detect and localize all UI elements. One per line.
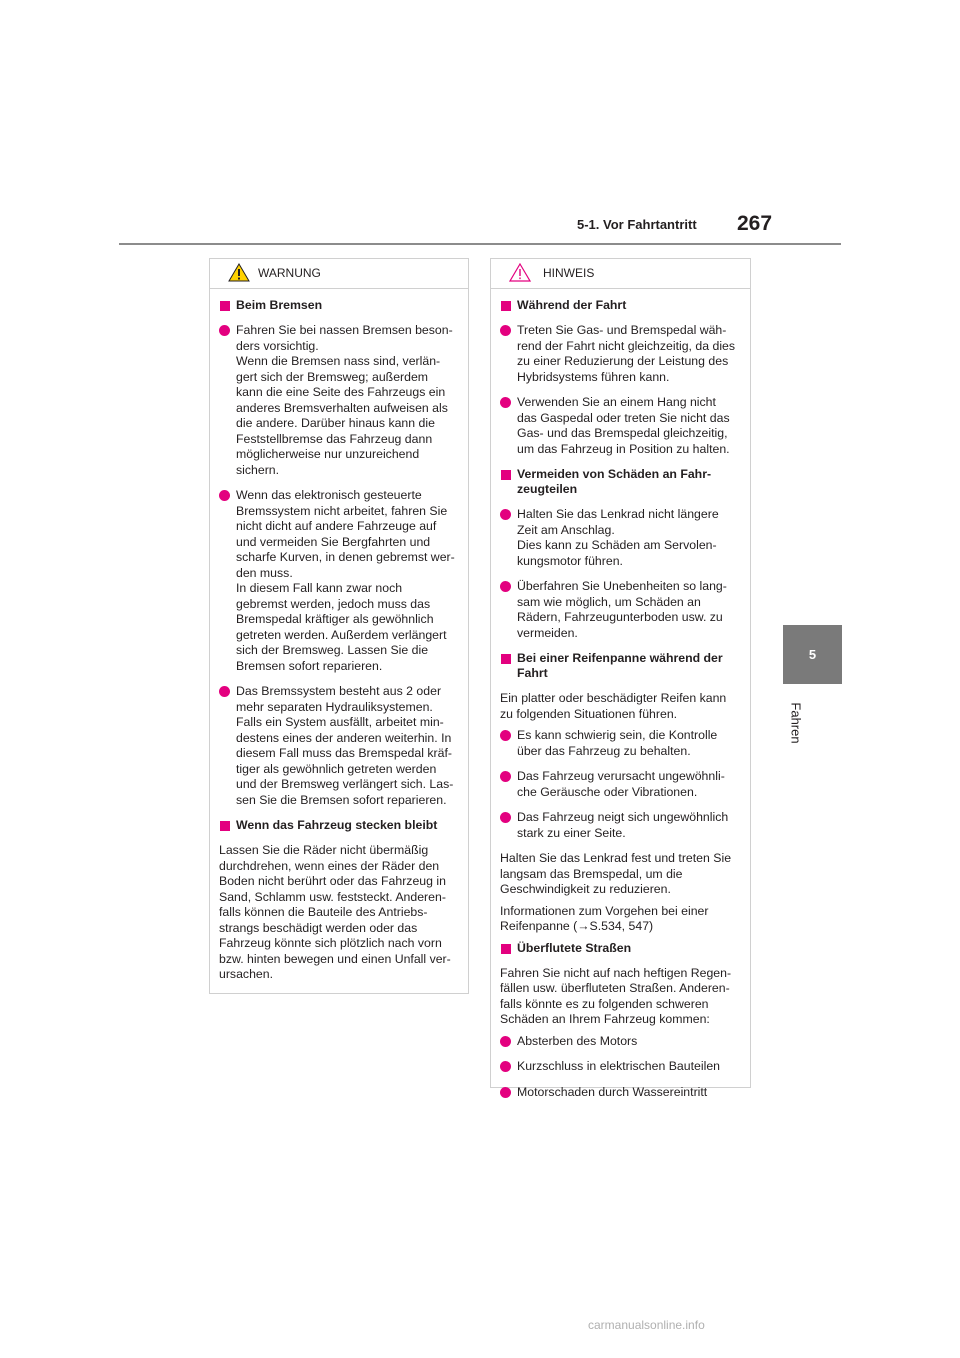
- paragraph: Informationen zum Vorgehen bei einer Reifenpanne (→S.534, 547): [500, 903, 709, 933]
- chapter-label: [776, 693, 816, 753]
- header-divider: [119, 243, 841, 245]
- page-number: 267: [737, 212, 773, 235]
- paragraph: Ein platter oder beschädigter Reifen kann zu folgenden Situationen führen.: [500, 691, 727, 721]
- bullet-item: Das Fahrzeug verursacht ungewöhnli- che Geräusche oder Vibrationen.: [500, 769, 741, 800]
- bullet-item: Motorschaden durch Wassereintritt: [500, 1085, 741, 1101]
- bullet-item: Das Fahrzeug neigt sich ungewöhnlich stark zu einer Seite.: [500, 810, 741, 841]
- watermark-link[interactable]: [588, 1318, 705, 1332]
- notice-triangle-icon: [509, 263, 531, 282]
- warning-content: [219, 298, 459, 983]
- notice-box: [490, 258, 751, 1099]
- section-heading: Beim Bremsen: [219, 298, 459, 313]
- paragraph: Lassen Sie die Räder nicht übermäßig durchdrehen, wenn eines der Räder den Boden nicht berührt oder das Fahrzeug in Sand, Schlamm usw. feststeckt. Anderen- falls können die Bauteile des Antriebs- strangs beschädigt werden oder das Fahrzeug könnte sich plötzlich nach vorn bzw. hinten bewegen und einen Unfall ver- ursachen.: [219, 843, 451, 981]
- bullet-item: Treten Sie Gas- und Bremspedal wäh- rend der Fahrt nicht gleichzeitig, da dies zu einer Reduzierung der Leistung des Hybridsystems führen kann.: [500, 323, 741, 385]
- notice-header: [491, 259, 750, 289]
- watermark-text: carmanualsonline.info: [588, 1318, 705, 1332]
- section-heading: Vermeiden von Schäden an Fahr- zeugteilen: [500, 467, 741, 497]
- section-heading: Überflutete Straßen: [500, 941, 741, 956]
- bullet-item: Fahren Sie bei nassen Bremsen beson- ders vorsichtig. Wenn die Bremsen nass sind, verlän- gert sich der Bremsweg; außerdem kann die eine Seite des Fahrzeugs ein anderes Bremsverhalten aufweisen als die andere. Darüber hinaus kann die Feststellbremse das Fahrzeug dann möglicherweise nur unzureichend sichern.: [219, 323, 459, 478]
- bullet-item: Es kann schwierig sein, die Kontrolle über das Fahrzeug zu behalten.: [500, 728, 741, 759]
- chapter-label-text: Fahren: [788, 702, 804, 744]
- paragraph: Fahren Sie nicht auf nach heftigen Regen- fällen usw. überfluteten Straßen. Anderen- falls könnte es zu folgenden schweren Schäden an Ihrem Fahrzeug kommen:: [500, 965, 732, 1026]
- section-heading: Bei einer Reifenpanne während der Fahrt: [500, 651, 741, 681]
- notice-title: HINWEIS: [543, 266, 595, 280]
- bullet-item: Halten Sie das Lenkrad nicht längere Zeit am Anschlag. Dies kann zu Schäden am Servolen- kungsmotor führen.: [500, 507, 741, 569]
- warning-triangle-icon: [228, 263, 250, 282]
- chapter-number: 5: [808, 647, 817, 662]
- warning-header: [210, 259, 468, 289]
- bullet-item: Wenn das elektronisch gesteuerte Bremssystem nicht arbeitet, fahren Sie nicht dicht auf andere Fahrzeuge auf und vermeiden Sie Bergfahrten und scharfe Kurven, in denen gebremst wer- den muss. In diesem Fall kann zwar noch gebremst werden, jedoch muss das Bremspedal kräftiger als gewöhnlich getreten werden. Außerdem verlängert sich der Bremsweg. Lassen Sie die Bremsen sofort reparieren.: [219, 488, 459, 674]
- bullet-item: Absterben des Motors: [500, 1034, 741, 1050]
- warning-box: [209, 258, 469, 994]
- chapter-tab[interactable]: [783, 625, 842, 684]
- bullet-item: Kurzschluss in elektrischen Bauteilen: [500, 1059, 741, 1075]
- warning-title: WARNUNG: [258, 266, 321, 280]
- paragraph: Halten Sie das Lenkrad fest und treten Sie langsam das Bremspedal, um die Geschwindigkeit zu reduzieren.: [500, 851, 732, 896]
- section-heading: Wenn das Fahrzeug stecken bleibt: [219, 818, 459, 833]
- section-title: 5-1. Vor Fahrtantritt: [577, 217, 697, 232]
- bullet-item: Überfahren Sie Unebenheiten so lang- sam wie möglich, um Schäden an Rädern, Fahrzeugunterboden usw. zu vermeiden.: [500, 579, 741, 641]
- section-heading: Während der Fahrt: [500, 298, 741, 313]
- bullet-item: Verwenden Sie an einem Hang nicht das Gaspedal oder treten Sie nicht das Gas- und das Bremspedal gleichzeitig, um das Fahrzeug in Position zu halten.: [500, 395, 741, 457]
- notice-content: [500, 298, 741, 1100]
- bullet-item: Das Bremssystem besteht aus 2 oder mehr separaten Hydrauliksystemen. Falls ein System ausfällt, arbeitet min- destens eines der anderen weiterhin. In diesem Fall muss das Bremspedal kräf- tiger als gewöhnlich getreten werden und der Bremsweg verlängert sich. Las- sen Sie die Bremsen sofort reparieren.: [219, 684, 459, 808]
